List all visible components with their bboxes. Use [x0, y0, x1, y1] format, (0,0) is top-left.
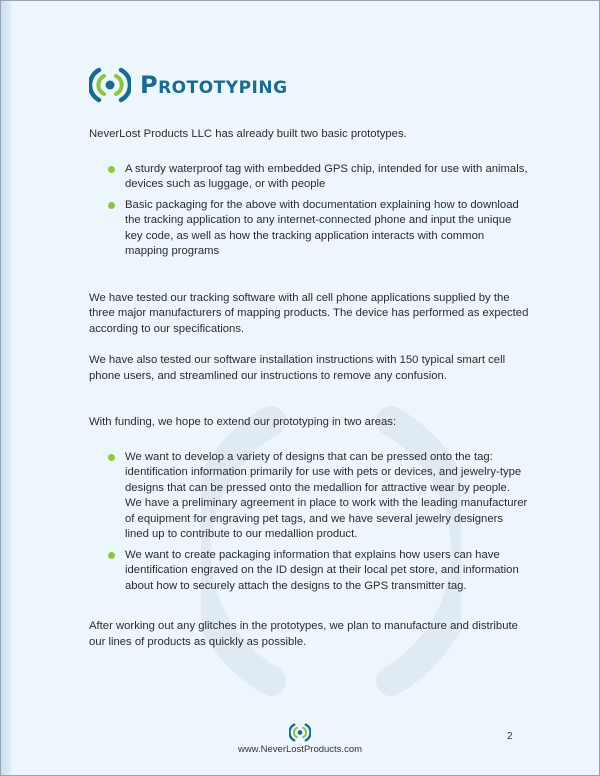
body-content — [89, 127, 529, 650]
list-item: We want to create packaging information that explains how users can have identification engraved on the ID design at their local pet store, and information about how to securely attach the designs to the GPS transmitter tag. — [99, 548, 529, 595]
list-item: Basic packaging for the above with documentation explaining how to download the tracking application to any internet-connected phone and input the unique key code, as well as how the tracking application interacts with common mapping programs — [99, 198, 529, 260]
prototype-list — [89, 162, 529, 260]
list-item: We want to develop a variety of designs that can be pressed onto the tag: identification information primarily for use with pets or devices, and jewelry-type designs that can be pressed onto the medallion for attractive wear by people. We have a preliminary agreement in place to work with the leading manufacturer of equipment for engraving pet tags, and we have several jewelry designers lined up to contribute to our medallion product. — [99, 450, 529, 543]
website-url: www.NeverLostProducts.com — [237, 744, 363, 755]
testing-paragraph: We have also tested our software installation instructions with 150 typical smart cell phone users, and streamlined our instructions to remove any confusion. — [89, 354, 506, 382]
intro-paragraph: NeverLost Products LLC has already built two basic prototypes. — [89, 128, 407, 140]
left-accent-band — [1, 1, 12, 775]
testing-paragraph: We have tested our tracking software with all cell phone applications supplied by the three major manufacturers of mapping products. The device has performed as expected according to our specifications. — [89, 291, 529, 335]
funding-list — [89, 450, 529, 595]
broadcast-signal-icon — [89, 67, 131, 103]
page-footer — [1, 723, 599, 755]
section-header — [89, 67, 288, 103]
broadcast-signal-icon — [289, 723, 311, 742]
page-title: Prototyping — [140, 71, 288, 99]
list-item: A sturdy waterproof tag with embedded GPS chip, intended for use with animals, devices such as luggage, or with people — [99, 162, 529, 193]
closing-paragraph: After working out any glitches in the prototypes, we plan to manufacture and distribute our lines of products as quickly as possible. — [89, 620, 518, 648]
page-number: 2 — [507, 731, 513, 742]
funding-intro-paragraph: With funding, we hope to extend our prototyping in two areas: — [89, 416, 397, 428]
